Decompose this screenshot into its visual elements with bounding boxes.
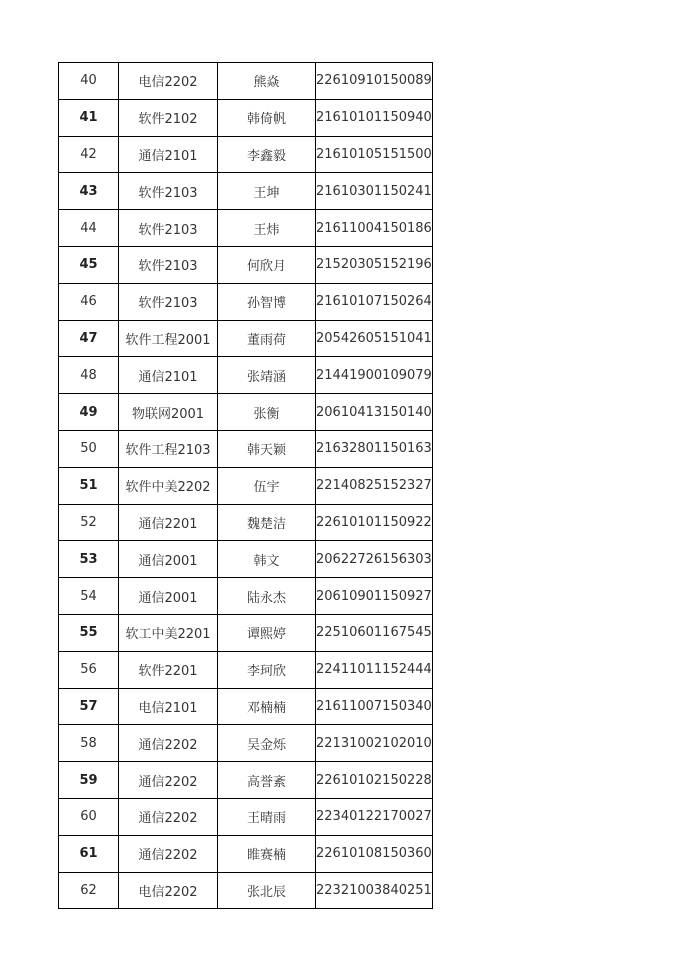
row-number-cell: 58 [59, 725, 119, 762]
class-cell: 通信2202 [119, 798, 218, 835]
student-id-cell: 21611007150340 [316, 688, 433, 725]
class-cell: 电信2101 [119, 688, 218, 725]
student-id-cell: 22610108150360 [316, 835, 433, 872]
table-row [59, 136, 433, 173]
student-id-cell: 22610101150922 [316, 504, 433, 541]
student-id-cell: 22610910150089 [316, 63, 433, 100]
table-row [59, 99, 433, 136]
class-cell: 物联网2001 [119, 394, 218, 431]
student-name-cell: 高誉紊 [218, 762, 316, 799]
class-cell: 通信2001 [119, 578, 218, 615]
student-id-cell: 21611004150186 [316, 210, 433, 247]
class-cell: 软件2103 [119, 210, 218, 247]
row-number-cell: 43 [59, 173, 119, 210]
table-row [59, 173, 433, 210]
student-name-cell: 韩文 [218, 541, 316, 578]
student-name-cell: 董雨荷 [218, 320, 316, 357]
class-cell: 通信2202 [119, 762, 218, 799]
table-row [59, 357, 433, 394]
student-id-cell: 22321003840251 [316, 872, 433, 909]
row-number-cell: 40 [59, 63, 119, 100]
table-row [59, 504, 433, 541]
student-id-cell: 21610301150241 [316, 173, 433, 210]
student-id-cell: 20610901150927 [316, 578, 433, 615]
student-name-cell: 魏楚洁 [218, 504, 316, 541]
student-name-cell: 张衡 [218, 394, 316, 431]
row-number-cell: 42 [59, 136, 119, 173]
row-number-cell: 48 [59, 357, 119, 394]
student-name-cell: 邓楠楠 [218, 688, 316, 725]
student-name-cell: 王炜 [218, 210, 316, 247]
row-number-cell: 56 [59, 651, 119, 688]
student-name-cell: 伍宇 [218, 467, 316, 504]
row-number-cell: 61 [59, 835, 119, 872]
student-name-cell: 陆永杰 [218, 578, 316, 615]
student-id-cell: 21441900109079 [316, 357, 433, 394]
student-id-cell: 22140825152327 [316, 467, 433, 504]
student-id-cell: 20542605151041 [316, 320, 433, 357]
student-id-cell: 22131002102010 [316, 725, 433, 762]
class-cell: 软件工程2001 [119, 320, 218, 357]
student-id-cell: 20610413150140 [316, 394, 433, 431]
student-id-cell: 21610107150264 [316, 283, 433, 320]
row-number-cell: 47 [59, 320, 119, 357]
table-row [59, 651, 433, 688]
class-cell: 通信2201 [119, 504, 218, 541]
table-row [59, 688, 433, 725]
table-row [59, 835, 433, 872]
table-row [59, 63, 433, 100]
row-number-cell: 46 [59, 283, 119, 320]
row-number-cell: 57 [59, 688, 119, 725]
table-row [59, 578, 433, 615]
student-name-cell: 何欣月 [218, 246, 316, 283]
row-number-cell: 55 [59, 614, 119, 651]
table-row [59, 798, 433, 835]
class-cell: 通信2202 [119, 835, 218, 872]
row-number-cell: 51 [59, 467, 119, 504]
table-row [59, 283, 433, 320]
table-row [59, 762, 433, 799]
row-number-cell: 41 [59, 99, 119, 136]
student-id-cell: 21610101150940 [316, 99, 433, 136]
student-name-cell: 睢赛楠 [218, 835, 316, 872]
row-number-cell: 62 [59, 872, 119, 909]
class-cell: 通信2202 [119, 725, 218, 762]
roster-body [59, 63, 433, 909]
student-name-cell: 吴金烁 [218, 725, 316, 762]
row-number-cell: 60 [59, 798, 119, 835]
student-id-cell: 22411011152444 [316, 651, 433, 688]
row-number-cell: 49 [59, 394, 119, 431]
student-id-cell: 22340122170027 [316, 798, 433, 835]
class-cell: 软件2201 [119, 651, 218, 688]
row-number-cell: 50 [59, 430, 119, 467]
table-row [59, 246, 433, 283]
table-row [59, 467, 433, 504]
row-number-cell: 54 [59, 578, 119, 615]
class-cell: 软件2103 [119, 283, 218, 320]
student-name-cell: 孙智博 [218, 283, 316, 320]
class-cell: 通信2101 [119, 136, 218, 173]
row-number-cell: 53 [59, 541, 119, 578]
student-id-cell: 21610105151500 [316, 136, 433, 173]
table-row [59, 725, 433, 762]
student-roster-table [58, 62, 433, 909]
student-id-cell: 21632801150163 [316, 430, 433, 467]
class-cell: 软件2102 [119, 99, 218, 136]
student-name-cell: 张靖涵 [218, 357, 316, 394]
class-cell: 电信2202 [119, 63, 218, 100]
student-name-cell: 李鑫毅 [218, 136, 316, 173]
class-cell: 软件中美2202 [119, 467, 218, 504]
table-row [59, 320, 433, 357]
class-cell: 电信2202 [119, 872, 218, 909]
class-cell: 通信2101 [119, 357, 218, 394]
student-name-cell: 王坤 [218, 173, 316, 210]
student-name-cell: 韩倚帆 [218, 99, 316, 136]
student-id-cell: 21520305152196 [316, 246, 433, 283]
student-name-cell: 熊焱 [218, 63, 316, 100]
table-row [59, 872, 433, 909]
class-cell: 软工中美2201 [119, 614, 218, 651]
class-cell: 软件2103 [119, 173, 218, 210]
table-row [59, 430, 433, 467]
student-name-cell: 韩天颖 [218, 430, 316, 467]
student-id-cell: 20622726156303 [316, 541, 433, 578]
student-name-cell: 王晴雨 [218, 798, 316, 835]
table-row [59, 614, 433, 651]
table-row [59, 210, 433, 247]
student-name-cell: 李珂欣 [218, 651, 316, 688]
student-name-cell: 谭熙婷 [218, 614, 316, 651]
row-number-cell: 44 [59, 210, 119, 247]
row-number-cell: 59 [59, 762, 119, 799]
class-cell: 软件2103 [119, 246, 218, 283]
student-id-cell: 22610102150228 [316, 762, 433, 799]
class-cell: 通信2001 [119, 541, 218, 578]
student-name-cell: 张北辰 [218, 872, 316, 909]
student-id-cell: 22510601167545 [316, 614, 433, 651]
row-number-cell: 45 [59, 246, 119, 283]
table-row [59, 541, 433, 578]
table-row [59, 394, 433, 431]
row-number-cell: 52 [59, 504, 119, 541]
class-cell: 软件工程2103 [119, 430, 218, 467]
